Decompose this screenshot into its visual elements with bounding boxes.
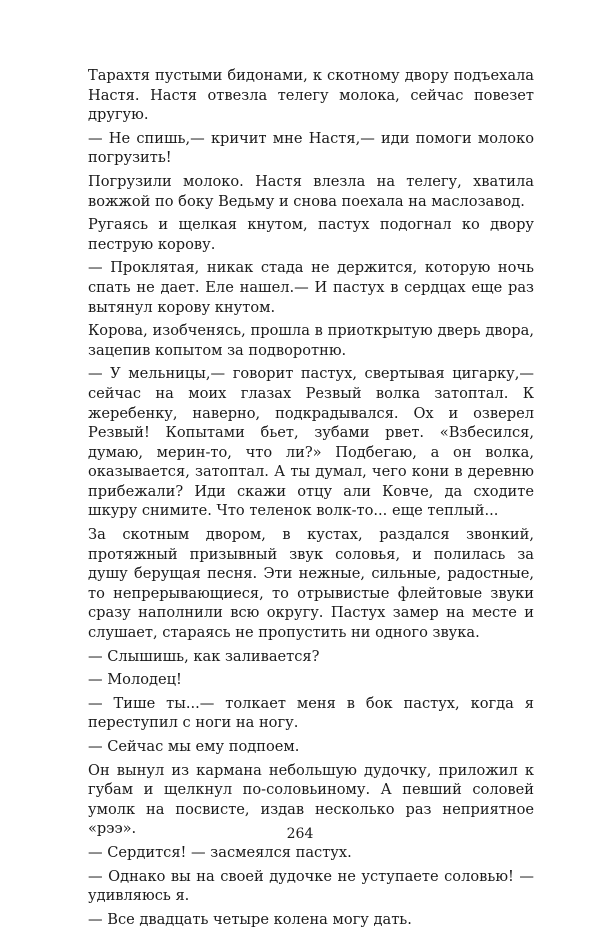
- paragraph: Корова, изобченясь, прошла в приоткрытую дверь двора, зацепив копытом за подворотню.: [88, 322, 534, 359]
- paragraph: — Проклятая, никак стада не держится, которую ночь спать не дает. Еле нашел.— И пастух в сердцах еще раз вытянул корову кнутом.: [88, 259, 534, 316]
- paragraph: Тарахтя пустыми бидонами, к скотному двору подъехала Настя. Настя отвезла телегу молока, сейчас повезет другую.: [88, 67, 534, 124]
- paragraph: — Тише ты...— толкает меня в бок пастух, когда я переступил с ноги на ногу.: [88, 694, 534, 732]
- paragraph: Ругаясь и щелкая кнутом, пастух подогнал ко двору пеструю корову.: [88, 216, 534, 253]
- paragraph: Погрузили молоко. Настя влезла на телегу, хватила вожжой по боку Ведьму и снова поехала на маслозавод.: [88, 172, 534, 210]
- body-text: [88, 66, 534, 933]
- paragraph: — Сердится! — засмеялся пастух.: [88, 843, 352, 861]
- page-number: 264: [286, 826, 314, 842]
- paragraph: За скотным двором, в кустах, раздался звонкий, протяжный призывный звук соловья, и полилась за душу берущая песня. Эти нежные, сильные, радостные, то непрерывающиеся, то отрывистые флейтовые звуки сразу наполнили всю округу. Пастух замер на месте и слушает, стараясь не пропустить ни одного звука.: [88, 526, 534, 642]
- paragraph: Он вынул из кармана небольшую дудочку, приложил к губам и щелкнул по-соловьиному. А певший соловей умолк на посвисте, издав несколько раз неприятное «рээ».: [88, 761, 534, 838]
- paragraph: — Сейчас мы ему подпоем.: [88, 738, 300, 755]
- paragraph: — У мельницы,— говорит пастух, свертывая цигарку,— сейчас на моих глазах Резвый волка затоптал. К жеребенку, наверно, подкрадывался. Ох и озверел Резвый! Копытами бьет, зубами рвет. «Взбесился, думаю, мерин-то, что ли?» Подбегаю, а он волка, оказывается, затоптал. А ты думал, чего кони в деревню прибежали? Иди скажи отцу али Ковче, да сходите шкуру снимите. Что теленок волк-то... еще теплый...: [88, 365, 534, 520]
- paragraph: — Слышишь, как заливается?: [88, 647, 320, 665]
- paragraph: — Однако вы на своей дудочке не уступаете соловью! — удивляюсь я.: [88, 867, 534, 905]
- paragraph: — Все двадцать четыре колена могу дать.: [88, 910, 412, 928]
- paragraph: — Молодец!: [88, 671, 182, 689]
- paragraph: — Не спишь,— кричит мне Настя,— иди помоги молоко погрузить!: [88, 129, 534, 167]
